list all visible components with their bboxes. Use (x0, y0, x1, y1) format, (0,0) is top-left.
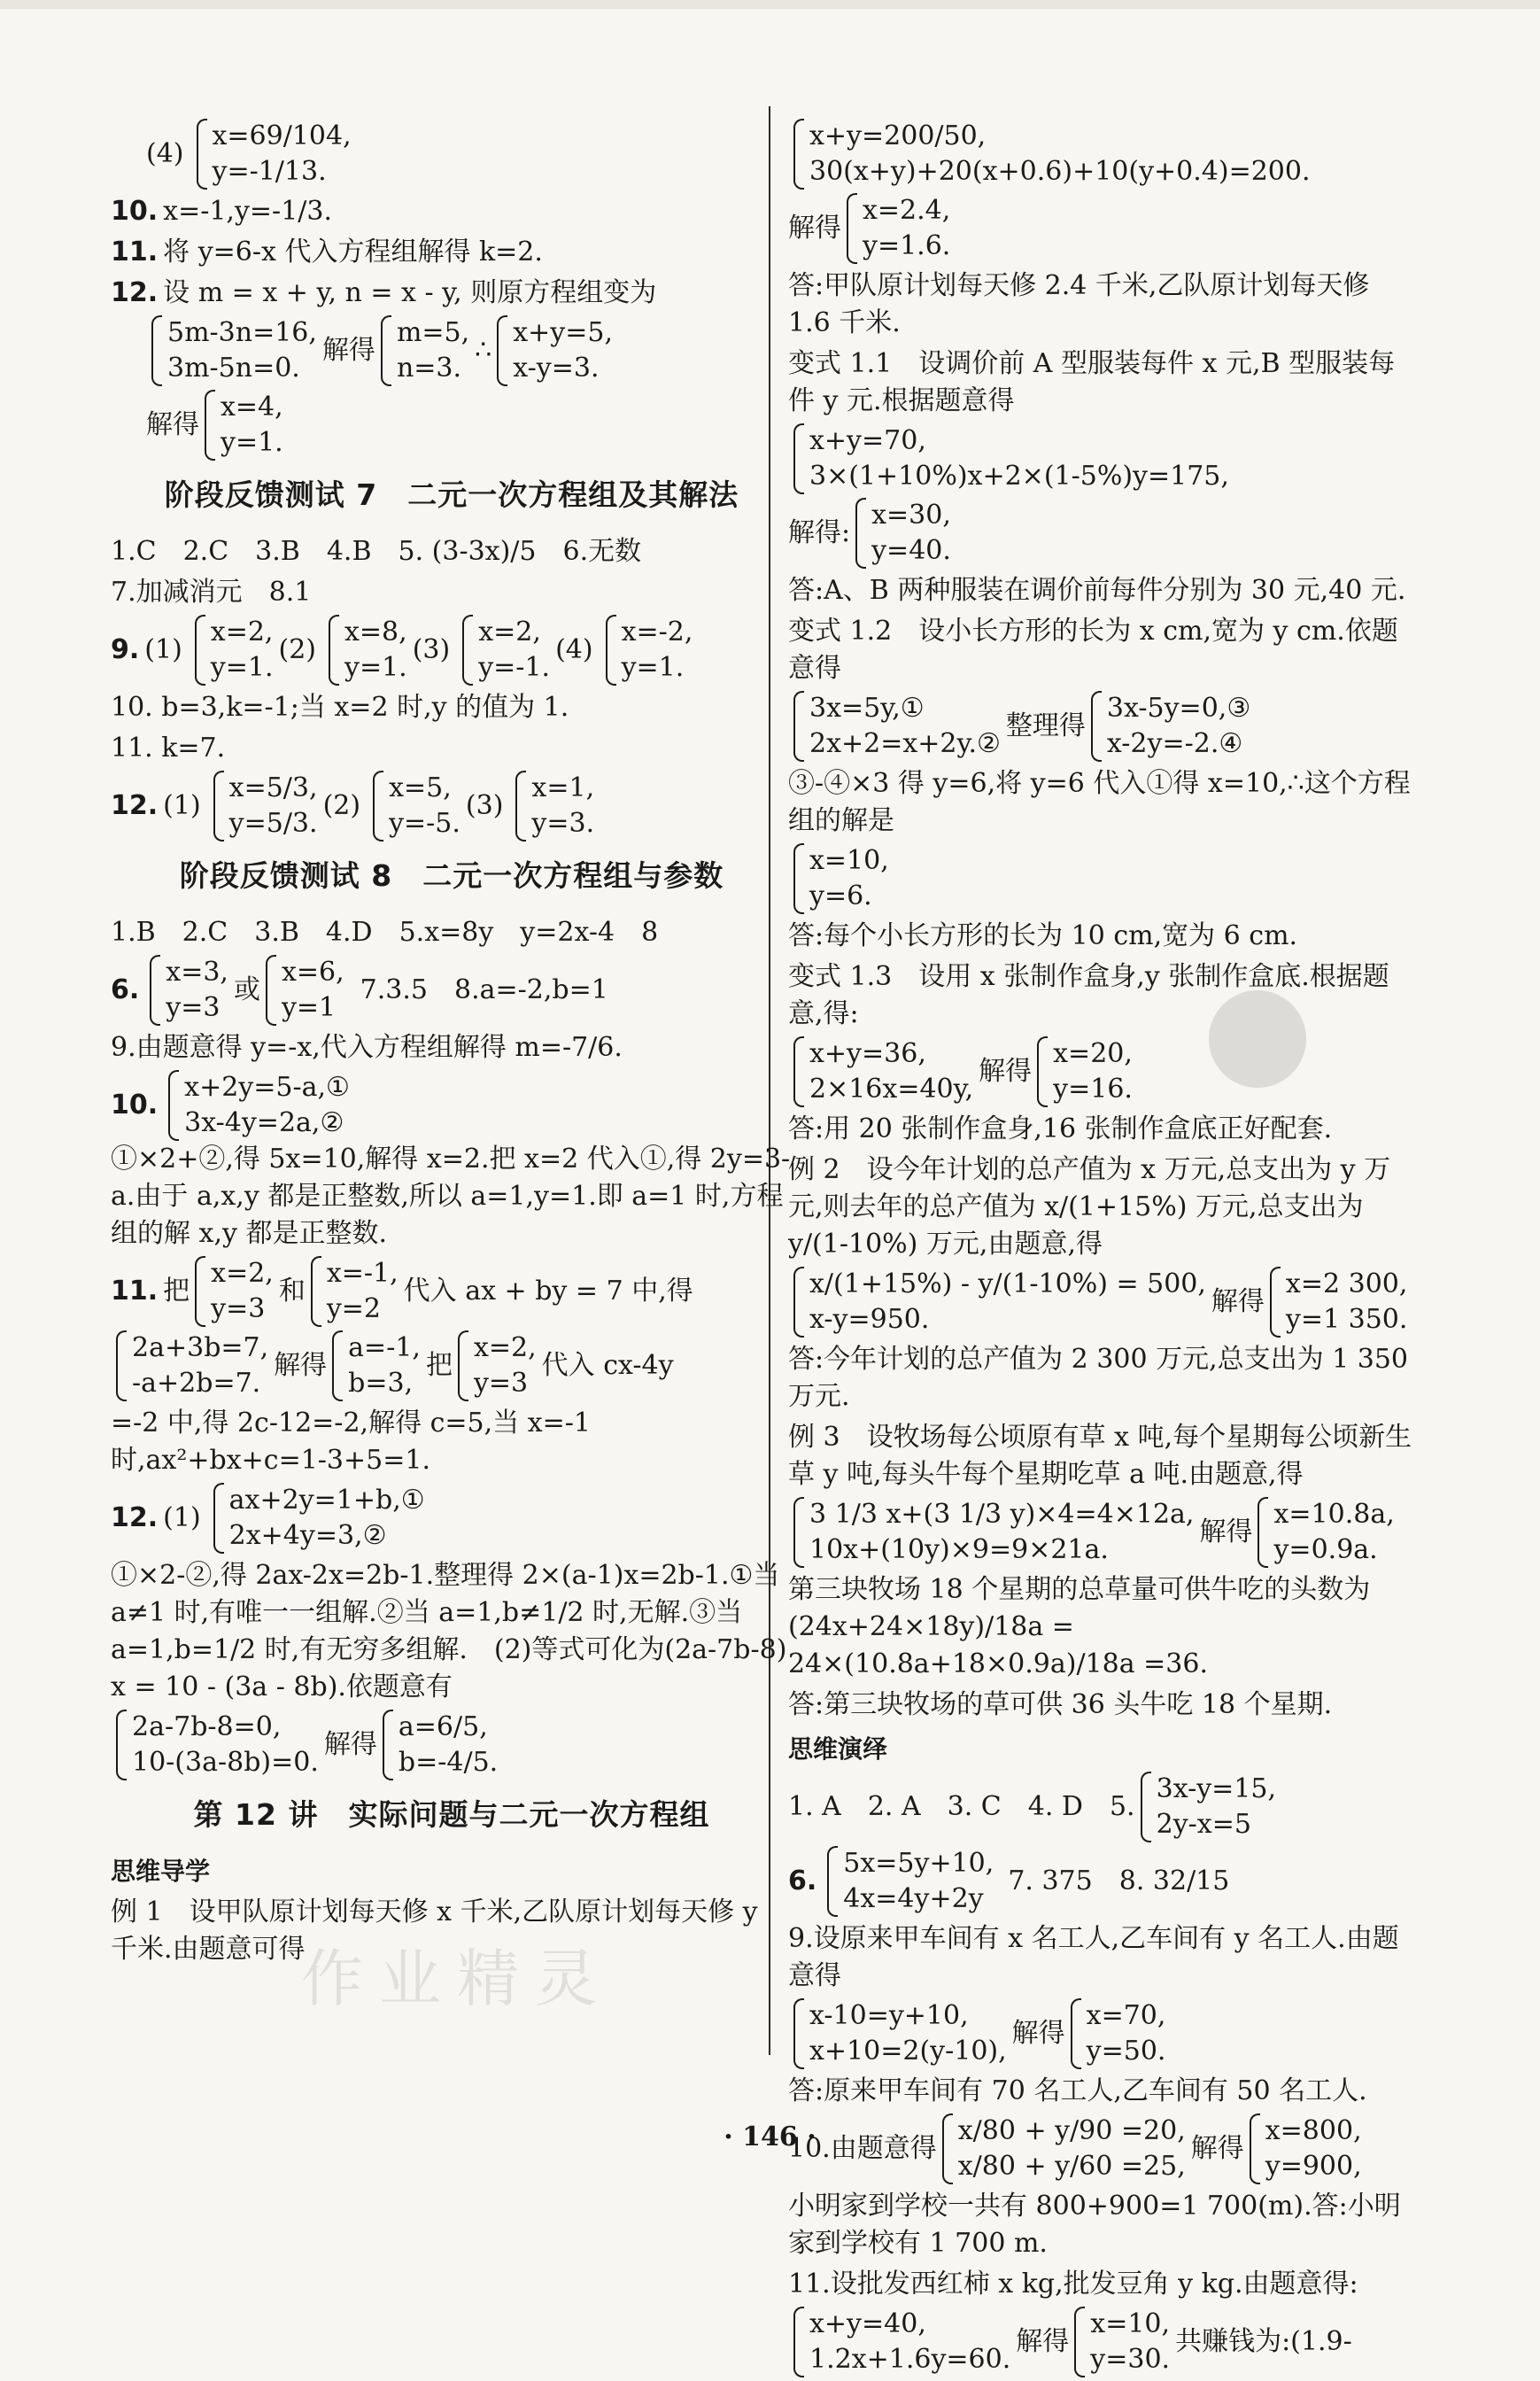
watermark-stamp-icon (1209, 990, 1306, 1088)
section-heading-test8: 阶段反馈测试 8 二元一次方程组与参数 (179, 858, 724, 893)
variant-1-2-answer: 答:每个小长方形的长为 10 cm,宽为 6 cm. (788, 920, 1298, 951)
page-number: · 146 · (724, 2121, 816, 2152)
variant-1-1-system (788, 423, 1417, 494)
example-2-system: x/(1+15%) - y/(1-10%) = 500, x-y=950. 解得 x=2 300, y=1 350. (788, 1267, 1417, 1338)
example-3-answer: 答:第三块牧场的草可供 36 头牛吃 18 个星期. (788, 1689, 1333, 1720)
example-3-text: 第三块牧场 18 个星期的总草量可供牛吃的头数为 (24x+24×18y)/18a = 24×(10.8a+18×0.9a)/18a =36. (788, 1574, 1371, 1679)
equation-system: x=30, y=40. (855, 498, 951, 569)
answer-11: 11. 将 y=6-x 代入方程组解得 k=2. (111, 237, 543, 268)
watermark-text: 作业精灵 (301, 1943, 613, 2015)
variant-1-2: 变式 1.2 设小长方形的长为 x cm,宽为 y cm.依题意得 (788, 616, 1398, 684)
equation-system: x=-1, y=2 (311, 1256, 399, 1327)
example-1: 例 1 设甲队原计划每天修 x 千米,乙队原计划每天修 y 千米.由题意可得 (111, 1896, 758, 1965)
test8-q12-b: ①×2-②,得 2ax-2x=2b-1.整理得 2×(a-1)x=2b-1.①当 a≠1 时,有唯一一组解.②当 a=1,b≠1/2 时,无解.③当 a=1,b=1/2 时,有无穷多组解. (2)等式可化为(2a-7b-8) x = 10 - (3a - 8b).依题意有 (111, 1560, 787, 1702)
equation-system: x=2, y=1. (195, 615, 274, 686)
subheading-practice: 思维演绎 (788, 1734, 888, 1764)
equation-system: m=5, n=3. (381, 315, 469, 386)
test8-q12-c: 2a-7b-8=0, 10-(3a-8b)=0. 解得 a=6/5, b=-4/5. (111, 1710, 793, 1780)
variant-1-1: 变式 1.1 设调价前 A 型服装每件 x 元,B 型服装每件 y 元.根据题意得 (788, 348, 1396, 416)
test7-line1: 1.C 2.C 3.B 4.B 5. (3-3x)/5 6.无数 (111, 536, 642, 567)
right-column (788, 115, 1417, 2381)
equation-system: 5x=5y+10, 4x=4y+2y (827, 1846, 994, 1917)
test7-q9: 9. (1) x=2, y=1. (2) x=8, y=1. (3) x=2, y=-1. (4) x=-2, y=1. (111, 615, 793, 686)
example-1-answer: 答:甲队原计划每天修 2.4 千米,乙队原计划每天修 1.6 千米. (788, 270, 1370, 338)
test8-q12-a: 12. (1) ax+2y=1+b,① 2x+4y=3,② (111, 1483, 793, 1554)
equation-system: 2a-7b-8=0, 10-(3a-8b)=0. (116, 1710, 319, 1780)
answer-12-systems: 5m-3n=16, 3m-5n=0. 解得 m=5, n=3. ∴ x+y=5, x-y=3. (146, 315, 793, 386)
equation-system: x-10=y+10, x+10=2(y-10), (793, 1998, 1007, 2069)
variant-1-3: 变式 1.3 设用 x 张制作盒身,y 张制作盒底.根据题意,得: (788, 961, 1389, 1029)
equation-system: a=-1, b=3, (332, 1330, 421, 1401)
equation-system: x+y=70, 3×(1+10%)x+2×(1-5%)y=175, (793, 423, 1229, 494)
test7-q11: 11. k=7. (111, 733, 226, 764)
test8-q11-b: 2a+3b=7, -a+2b=7. 解得 a=-1, b=3, 把 x=2, y=3 代入 cx-4y (111, 1330, 793, 1401)
answer-4-row: (4) x=69/104, y=-1/13. (146, 119, 793, 190)
equation-system: x=10, y=30. (1074, 2307, 1170, 2377)
equation-system: x=800, y=900, (1250, 2113, 1362, 2184)
variant-1-1-solution: 解得: x=30, y=40. (788, 498, 1417, 569)
equation-system: x/(1+15%) - y/(1-10%) = 500, x-y=950. (793, 1267, 1206, 1338)
equation-system: x=6, y=1 (266, 955, 344, 1026)
equation-system: x=2, y=-1. (462, 615, 550, 686)
test7-line2: 7.加减消元 8.1 (111, 577, 312, 608)
variant-1-2-system: 3x=5y,① 2x+2=x+2y.② 整理得 3x-5y=0,③ x-2y=-2.④ (788, 691, 1417, 762)
example-1-solution: 解得 x=2.4, y=1.6. (788, 193, 1417, 264)
equation-system: 3x=5y,① 2x+2=x+2y.② (793, 691, 1001, 762)
equation-system: x+y=200/50, 30(x+y)+20(x+0.6)+10(y+0.4)=200. (793, 119, 1311, 190)
test8-q6: 6. x=3, y=3 或 x=6, y=1 7.3.5 8.a=-2,b=1 (111, 955, 793, 1026)
example-3-system: 3 1/3 x+(3 1/3 y)×4=4×12a, 10x+(10y)×9=9×21a. 解得 x=10.8a, y=0.9a. (788, 1497, 1417, 1568)
equation-system: x/80 + y/90 =20, x/80 + y/60 =25, (942, 2113, 1186, 2184)
equation-system: x=2, y=3 (195, 1256, 274, 1327)
variant-1-1-answer: 答:A、B 两种服装在调价前每件分别为 30 元,40 元. (788, 575, 1406, 606)
test8-line1: 1.B 2.C 3.B 4.D 5.x=8y y=2x-4 8 (111, 917, 659, 948)
equation-system: x=1, y=3. (515, 771, 594, 841)
test8-q11-a: 11. 把 x=2, y=3 和 x=-1, y=2 代入 ax + by = 7 中,得 (111, 1256, 793, 1327)
test7-q10: 10. b=3,k=-1;当 x=2 时,y 的值为 1. (111, 692, 569, 723)
equation-system: x=69/104, y=-1/13. (197, 119, 352, 190)
equation-system: x+y=5, x-y=3. (497, 315, 613, 386)
equation-system: x+y=36, 2×16x=40y, (793, 1036, 973, 1107)
equation-system: x=5/3, y=5/3. (213, 771, 318, 841)
equation-system: x=2.4, y=1.6. (847, 193, 950, 264)
equation-system: x=10.8a, y=0.9a. (1258, 1497, 1394, 1568)
equation-system: x=70, y=50. (1071, 1998, 1166, 2069)
practice-q9-answer: 答:原来甲车间有 70 名工人,乙车间有 50 名工人. (788, 2075, 1367, 2106)
practice-q9-system: x-10=y+10, x+10=2(y-10), 解得 x=70, y=50. (788, 1998, 1417, 2069)
variant-1-3-answer: 答:用 20 张制作盒身,16 张制作盒底正好配套. (788, 1113, 1333, 1144)
equation-system: x=8, y=1. (329, 615, 407, 686)
equation-system: 3 1/3 x+(3 1/3 y)×4=4×12a, 10x+(10y)×9=9×21a. (793, 1497, 1194, 1568)
test7-q12: 12. (1) x=5/3, y=5/3. (2) x=5, y=-5. (3) x=1, y=3. (111, 771, 793, 841)
answer-12: 12. 设 m = x + y, n = x - y, 则原方程组变为 (111, 277, 657, 308)
practice-line2: 6. 5x=5y+10, 4x=4y+2y 7. 375 8. 32/15 (788, 1846, 1417, 1917)
practice-q10: 10.由题意得 x/80 + y/90 =20, x/80 + y/60 =25, 解得 x=800, y=900, (788, 2113, 1417, 2184)
equation-system: x=20, y=16. (1037, 1036, 1133, 1107)
left-column (111, 115, 793, 1972)
subheading-guide: 思维导学 (111, 1857, 211, 1886)
variant-1-2-text: ③-④×3 得 y=6,将 y=6 代入①得 x=10,∴这个方程组的解是 (788, 768, 1411, 836)
answer-12-solution: 解得 x=4, y=1. (146, 390, 793, 461)
test8-q9: 9.由题意得 y=-x,代入方程组解得 m=-7/6. (111, 1032, 623, 1063)
equation-system: x+2y=5-a,① 3x-4y=2a,② (168, 1070, 350, 1141)
test8-q10: 10. x+2y=5-a,① 3x-4y=2a,② ①×2+②,得 5x=10,解得 x=2.把 x=2 代入①,得 2y=3-a.由于 a,x,y 都是正整数,所以 a=1,y=1.即 a=1 时,方程组的解 x,y 都是正整数. (111, 1072, 791, 1249)
equation-system: x+y=40, 1.2x+1.6y=60. (793, 2307, 1010, 2377)
practice-q11: 11.设批发西红柿 x kg,批发豆角 y kg.由题意得: (788, 2269, 1358, 2300)
variant-1-3-system: x+y=36, 2×16x=40y, 解得 x=20, y=16. (788, 1036, 1417, 1107)
practice-q11-system: x+y=40, 1.2x+1.6y=60. 解得 x=10, y=30. 共赚钱为:(1.9- (788, 2307, 1417, 2377)
example-1-system (788, 119, 1417, 190)
equation-system: x=2 300, y=1 350. (1270, 1267, 1408, 1338)
example-3: 例 3 设牧场每公顷原有草 x 吨,每个星期每公顷新生草 y 吨,每头牛每个星期吃草 a 吨.由题意,得 (788, 1422, 1412, 1490)
test8-q11-c: =-2 中,得 2c-12=-2,解得 c=5,当 x=-1 时,ax²+bx+c=1-3+5=1. (111, 1408, 591, 1476)
equation-system: 3x-5y=0,③ x-2y=-2.④ (1091, 691, 1250, 762)
equation-system: x=10, y=6. (793, 843, 889, 914)
equation-system: x=4, y=1. (205, 390, 283, 461)
equation-system: x=3, y=3 (150, 955, 228, 1026)
section-heading-lecture12: 第 12 讲 实际问题与二元一次方程组 (193, 1797, 710, 1832)
equation-system: x=5, y=-5. (373, 771, 460, 841)
equation-system: 2a+3b=7, -a+2b=7. (116, 1330, 268, 1401)
equation-system: 5m-3n=16, 3m-5n=0. (151, 315, 317, 386)
equation-system: x=2, y=3 (458, 1330, 537, 1401)
example-2: 例 2 设今年计划的总产值为 x 万元,总支出为 y 万元,则去年的总产值为 x/(1+15%) 万元,总支出为 y/(1-10%) 万元,由题意,得 (788, 1154, 1391, 1260)
top-edge (0, 0, 1540, 9)
equation-system: x=-2, y=1. (606, 615, 693, 686)
practice-q9: 9.设原来甲车间有 x 名工人,乙车间有 y 名工人.由题意得 (788, 1923, 1399, 1991)
section-heading-test7: 阶段反馈测试 7 二元一次方程组及其解法 (164, 477, 739, 512)
equation-system: a=6/5, b=-4/5. (383, 1710, 498, 1780)
variant-1-2-solution (788, 843, 1417, 914)
answer-10: 10. x=-1,y=-1/3. (111, 196, 333, 227)
equation-system: 3x-y=15, 2y-x=5 (1141, 1772, 1276, 1842)
practice-q10-text: 小明家到学校一共有 800+900=1 700(m).答:小明家到学校有 1 700 m. (788, 2191, 1401, 2259)
practice-line1: 1. A 2. A 3. C 4. D 5. 3x-y=15, 2y-x=5 (788, 1772, 1417, 1842)
equation-system: ax+2y=1+b,① 2x+4y=3,② (213, 1483, 425, 1554)
example-2-answer: 答:今年计划的总产值为 2 300 万元,总支出为 1 350 万元. (788, 1344, 1409, 1412)
